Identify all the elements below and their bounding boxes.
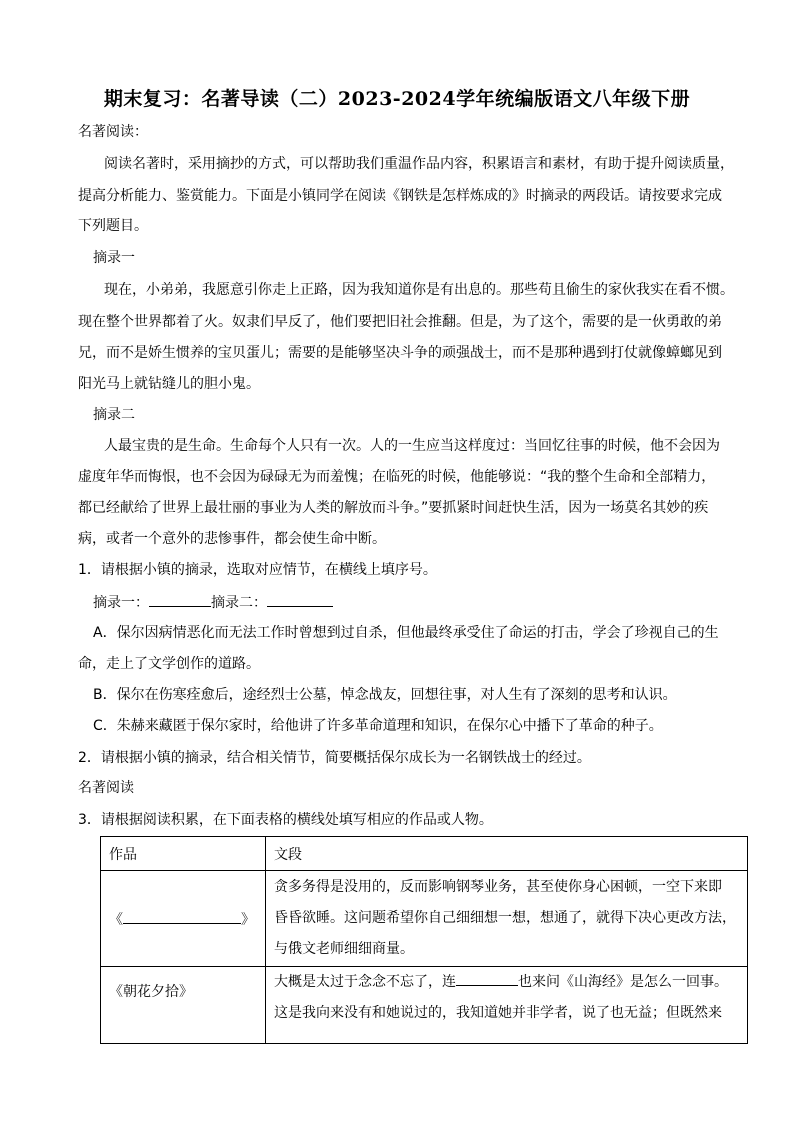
option-a-line-1: A．保尔因病情恶化而无法工作时曾想到过自杀，但他最终承受住了命运的打击，学会了珍视自己的生 bbox=[93, 625, 719, 641]
intro-line-2: 提高分析能力、鉴赏能力。下面是小镇同学在阅读《钢铁是怎样炼成的》时摘录的两段话。请按要求完成 bbox=[78, 188, 722, 204]
row2-work: 《朝花夕拾》 bbox=[109, 984, 193, 1000]
question-1-answer-line bbox=[93, 592, 765, 613]
row1-open-bracket: 《 bbox=[109, 911, 123, 928]
section-label-1: 名著阅读： bbox=[78, 124, 148, 140]
excerpt2-label: 摘录二 bbox=[93, 407, 135, 423]
answer-label-2: 摘录二： bbox=[211, 595, 267, 611]
row1-work-cell bbox=[101, 871, 266, 967]
answer-blank-2[interactable] bbox=[267, 592, 333, 607]
row2-text-line-1 bbox=[274, 967, 739, 998]
excerpt1-line-1: 现在，小弟弟，我愿意引你走上正路，因为我知道你是有出息的。那些苟且偷生的家伙我实在看不惯。 bbox=[104, 282, 734, 298]
option-a-line-2: 命，走上了文学创作的道路。 bbox=[78, 656, 260, 672]
row1-close-bracket: 》 bbox=[241, 911, 255, 928]
row2-text-line-2: 这是我向来没有和她说过的，我知道她并非学者，说了也无益；但既然来 bbox=[274, 1005, 722, 1021]
answer-blank-1[interactable] bbox=[149, 592, 211, 607]
excerpt1-label: 摘录一 bbox=[93, 250, 135, 266]
excerpt1-line-3: 兄，而不是娇生惯养的宝贝蛋儿；需要的是能够坚决斗争的顽强战士，而不是那种遇到打仗就像蟑螂见到 bbox=[78, 345, 722, 361]
header-text bbox=[266, 837, 748, 871]
excerpt2-line-3: 都已经献给了世界上最壮丽的事业为人类的解放而斗争。”要抓紧时间赶快生活，因为一场莫名其妙的疾 bbox=[78, 500, 709, 516]
excerpt1-line-2: 现在整个世界都着了火。奴隶们早反了，他们要把旧社会推翻。但是，为了这个，需要的是一伙勇敢的弟 bbox=[78, 314, 722, 330]
question-3-stem: 3．请根据阅读积累，在下面表格的横线处填写相应的作品或人物。 bbox=[78, 812, 493, 828]
question-2-stem: 2．请根据小镇的摘录，结合相关情节，简要概括保尔成长为一名钢铁战士的经过。 bbox=[78, 750, 591, 766]
page-title: 期末复习：名著导读（二）2023-2024学年统编版语文八年级下册 bbox=[103, 88, 691, 110]
row2-person-blank[interactable] bbox=[456, 971, 518, 986]
table-row bbox=[101, 871, 748, 967]
header-work bbox=[101, 837, 266, 871]
intro-line-3: 下列题目。 bbox=[78, 218, 148, 234]
row1-text-line-1: 贪多务得是没用的，反而影响钢琴业务，甚至使你身心困顿，一空下来即 bbox=[274, 879, 722, 895]
excerpt1-line-4: 阳光马上就钻缝儿的胆小鬼。 bbox=[78, 376, 260, 392]
table-row bbox=[101, 967, 748, 1044]
row1-text-line-3: 与俄文老师细细商量。 bbox=[274, 941, 414, 957]
excerpt2-line-2: 虚度年华而悔恨，也不会因为碌碌无为而羞愧；在临死的时候，他能够说：“我的整个生命和全部精力， bbox=[78, 469, 716, 485]
row2-work-cell bbox=[101, 967, 266, 1044]
section-label-2: 名著阅读 bbox=[78, 780, 134, 796]
excerpt2-line-1: 人最宝贵的是生命。生命每个人只有一次。人的一生应当这样度过：当回忆往事的时候，他不会因为 bbox=[104, 438, 720, 454]
row1-text-cell bbox=[266, 871, 748, 967]
answer-label-1: 摘录一： bbox=[93, 595, 149, 611]
row2-text-a: 大概是太过于念念不忘了，连 bbox=[274, 974, 456, 990]
option-c: C．朱赫来藏匿于保尔家时，给他讲了许多革命道理和知识，在保尔心中播下了革命的种子。 bbox=[93, 718, 663, 734]
works-table bbox=[100, 836, 748, 1044]
row2-text-b: 也来问《山海经》是怎么一回事。 bbox=[518, 974, 728, 990]
excerpt2-line-4: 病，或者一个意外的悲惨事件，都会使生命中断。 bbox=[78, 531, 386, 547]
table-header-row bbox=[101, 837, 748, 871]
row1-work-blank[interactable] bbox=[123, 909, 241, 924]
row2-text-cell bbox=[266, 967, 748, 1044]
intro-line-1: 阅读名著时，采用摘抄的方式，可以帮助我们重温作品内容，积累语言和素材，有助于提升阅读质量， bbox=[104, 156, 734, 172]
option-b: B．保尔在伤寒痊愈后，途经烈士公墓，悼念战友，回想往事，对人生有了深刻的思考和认识。 bbox=[93, 687, 677, 703]
question-1-stem: 1．请根据小镇的摘录，选取对应情节，在横线上填序号。 bbox=[78, 562, 437, 578]
row1-text-line-2: 昏昏欲睡。这问题希望你自己细细想一想，想通了，就得下决心更改方法， bbox=[274, 910, 736, 926]
header-work-label: 作品 bbox=[109, 846, 137, 863]
header-text-label: 文段 bbox=[274, 846, 302, 863]
